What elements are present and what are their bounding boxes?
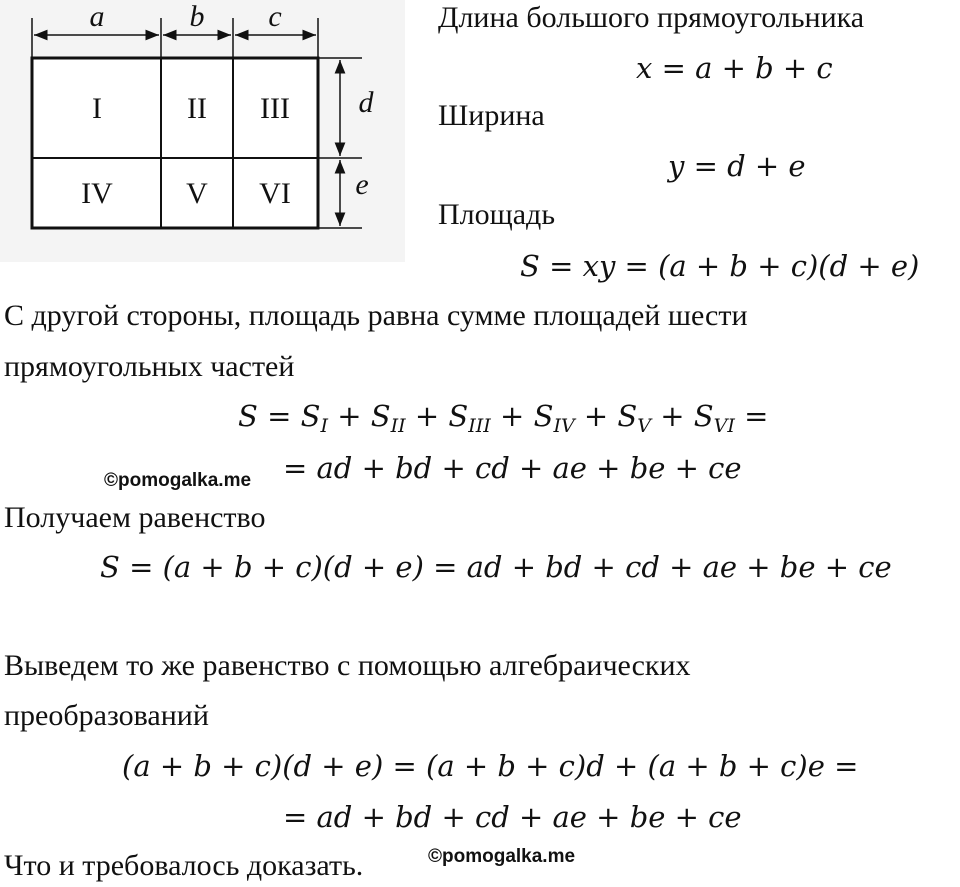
- formula-alg-line1: (a + b + c)(d + e) = (a + b + c)d + (a + b + c)e =: [122, 749, 859, 783]
- formula-sum-parts: $S = S_I + S_{II} + S_{III} + S_{IV} + S_V + S_{VI}$ =: [238, 399, 769, 437]
- derive-line2: преобразований: [4, 699, 209, 732]
- dim-label-b: b: [189, 0, 205, 33]
- sum-term-4: $S_{IV}$: [533, 399, 575, 437]
- sum-term-0: S: [238, 399, 258, 433]
- get-equality-label: Получаем равенство: [4, 501, 266, 534]
- cell-label-5: V: [186, 177, 208, 210]
- dim-label-c: c: [268, 0, 282, 33]
- sum-term-5: $S_V$: [617, 399, 652, 437]
- cell-label-3: III: [260, 92, 290, 125]
- formula-alg-line2: = ad + bd + cd + ae + be + ce: [283, 800, 742, 834]
- other-side-line2: прямоугольных частей: [4, 350, 295, 383]
- cell-label-2: II: [187, 92, 207, 125]
- width-label: Ширина: [438, 99, 545, 132]
- sum-term-1: $S_I$: [300, 399, 329, 437]
- sum-term-6: $S_{VI}$: [693, 399, 735, 437]
- dim-label-a: a: [89, 0, 105, 33]
- dim-label-e: e: [355, 168, 369, 201]
- formula-equality: S = (a + b + c)(d + e) = ad + bd + cd + ae + be + ce: [100, 550, 892, 584]
- qed-text: Что и требовалось доказать.: [4, 849, 364, 882]
- formula-x: x = a + b + c: [636, 51, 833, 85]
- rectangle-diagram: [0, 0, 405, 262]
- derive-line1: Выведем то же равенство с помощью алгебраических: [4, 649, 691, 682]
- watermark-2: ©pomogalka.me: [428, 846, 576, 867]
- sum-term-2: $S_{II}$: [370, 399, 406, 437]
- formula-y: y = d + e: [668, 149, 806, 183]
- cell-label-6: VI: [259, 177, 291, 210]
- formula-s: S = xy = (a + b + c)(d + e): [520, 249, 920, 283]
- cell-label-4: IV: [81, 177, 113, 210]
- cell-label-1: I: [92, 92, 102, 125]
- area-label: Площадь: [438, 198, 555, 231]
- formula-sum-expanded: = ad + bd + cd + ae + be + ce: [283, 451, 742, 485]
- other-side-line1: С другой стороны, площадь равна сумме площадей шести: [4, 299, 748, 332]
- rectangle-figure: [0, 0, 405, 262]
- dim-label-d: d: [358, 86, 374, 119]
- watermark-1: ©pomogalka.me: [104, 470, 252, 491]
- sum-term-3: $S_{III}$: [448, 399, 491, 437]
- length-label: Длина большого прямоугольника: [438, 1, 865, 34]
